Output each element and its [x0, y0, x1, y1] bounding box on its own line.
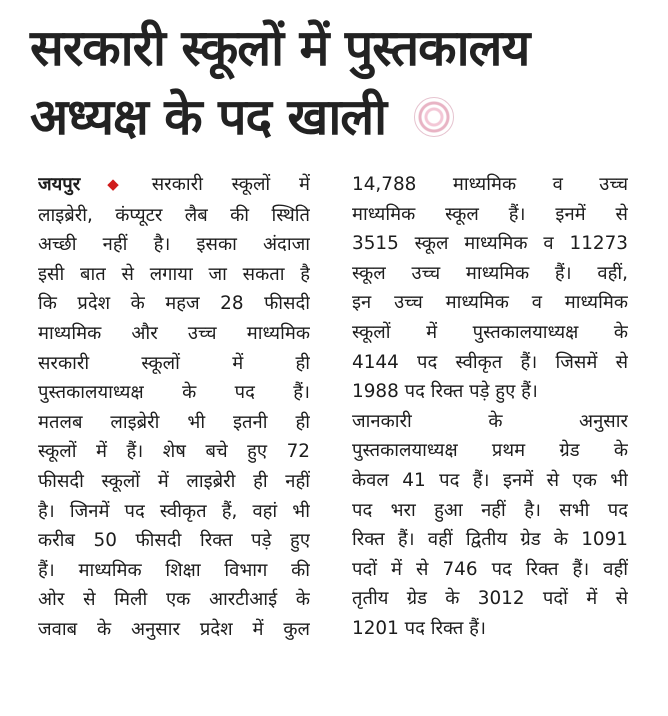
- article-line: लाइब्रेरी, कंप्यूटर लैब की स्थिति: [38, 204, 310, 226]
- article-line: 4144 पद स्वीकृत हैं। जिसमें से: [352, 351, 628, 373]
- article-line: सरकारी स्कूलों में ही: [38, 352, 310, 374]
- article-line: फीसदी स्कूलों में लाइब्रेरी ही नहीं: [38, 470, 310, 492]
- article-line: पुस्तकालयाध्यक्ष के पद हैं।: [38, 382, 310, 404]
- headline-line-1: सरकारी स्कूलों में पुस्तकालय: [30, 19, 530, 77]
- article-line: मतलब लाइब्रेरी भी इतनी ही: [38, 411, 310, 433]
- article-line: रिक्त हैं। वहीं द्वितीय ग्रेड के 1091: [352, 529, 628, 551]
- article-line: कि प्रदेश के महज 28 फीसदी: [38, 293, 310, 315]
- article-line: है। जिनमें पद स्वीकृत हैं, वहां भी: [38, 500, 310, 522]
- article-column-left: [38, 170, 310, 645]
- article-line: अच्छी नहीं है। इसका अंदाजा: [38, 234, 310, 256]
- article-line: ओर से मिली एक आरटीआई के: [38, 589, 310, 611]
- article-column-right: [352, 170, 628, 644]
- headline: [30, 14, 640, 152]
- article-line: पद भरा हुआ नहीं है। सभी पद: [352, 499, 628, 521]
- article-line: 14,788 माध्यमिक व उच्च: [352, 174, 628, 195]
- article-line: स्कूल उच्च माध्यमिक हैं। वहीं,: [352, 262, 628, 284]
- article-line: जवाब के अनुसार प्रदेश में कुल: [38, 618, 310, 640]
- article-line: स्कूलों में हैं। शेष बचे हुए 72: [38, 441, 310, 463]
- article-line: माध्यमिक स्कूल हैं। इनमें से: [352, 203, 628, 225]
- article-line: हैं। माध्यमिक शिक्षा विभाग की: [38, 559, 310, 581]
- article-line: 3515 स्कूल माध्यमिक व 11273: [352, 233, 628, 255]
- headline-line-2: अध्यक्ष के पद खाली: [30, 88, 387, 146]
- article-line: जयपुर ◆ सरकारी स्कूलों में: [38, 174, 310, 195]
- article-line: 1201 पद रिक्त हैं।: [352, 617, 486, 639]
- article-line: माध्यमिक और उच्च माध्यमिक: [38, 322, 310, 344]
- article-line: पदों में से 746 पद रिक्त हैं। वहीं: [352, 558, 628, 580]
- article-line: तृतीय ग्रेड के 3012 पदों में से: [352, 588, 628, 610]
- article-line: जानकारी के अनुसार: [352, 410, 628, 432]
- article-line: करीब 50 फीसदी रिक्त पड़े हुए: [38, 530, 310, 552]
- dateline: जयपुर: [38, 174, 81, 195]
- article-line: 1988 पद रिक्त पड़े हुए हैं।: [352, 381, 538, 403]
- emblem-icon: [414, 97, 454, 137]
- diamond-icon: ◆: [84, 175, 142, 193]
- article-line: पुस्तकालयाध्यक्ष प्रथम ग्रेड के: [352, 440, 628, 462]
- article-line: इसी बात से लगाया जा सकता है: [38, 263, 310, 285]
- article-line: केवल 41 पद हैं। इनमें से एक भी: [352, 469, 628, 491]
- article-line: स्कूलों में पुस्तकालयाध्यक्ष के: [352, 321, 628, 343]
- article-line: इन उच्च माध्यमिक व माध्यमिक: [352, 292, 628, 314]
